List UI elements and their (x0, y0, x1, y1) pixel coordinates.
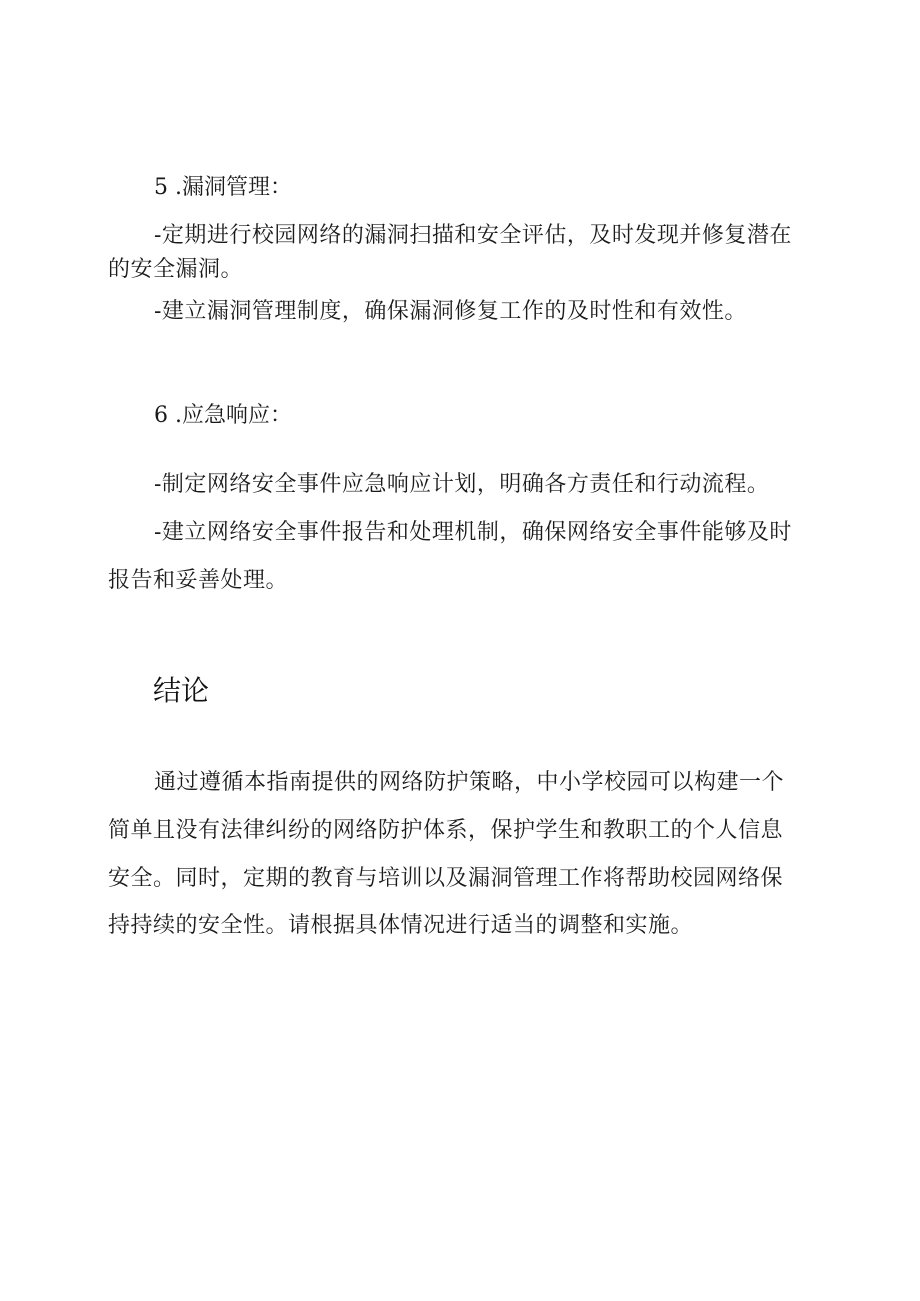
conclusion-line-1: 通过遵循本指南提供的网络防护策略，中小学校园可以构建一个 (154, 770, 785, 795)
conclusion-line-2: 简单且没有法律纠纷的网络防护体系，保护学生和教职工的个人信息 (108, 818, 784, 843)
section-6-item-1-line-1: -制定网络安全事件应急响应计划，明确各方责任和行动流程。 (154, 472, 770, 497)
section-6-heading: 6 .应急响应： (154, 403, 292, 428)
conclusion-title: 结论 (153, 674, 210, 707)
conclusion-line-4: 持持续的安全性。请根据具体情况进行适当的调整和实施。 (108, 913, 694, 938)
section-5-heading: 5 .漏洞管理： (154, 175, 292, 200)
section-5-item-1-line-1: -定期进行校园网络的漏洞扫描和安全评估，及时发现并修复潜在 (154, 223, 792, 248)
section-5-item-2-line-1: -建立漏洞管理制度，确保漏洞修复工作的及时性和有效性。 (154, 299, 747, 324)
section-5-item-1-line-2: 的安全漏洞。 (108, 257, 244, 282)
section-6-item-2-line-2: 报告和妥善处理。 (108, 568, 289, 593)
conclusion-line-3: 安全。同时，定期的教育与培训以及漏洞管理工作将帮助校园网络保 (108, 866, 784, 891)
section-6-item-2-line-1: -建立网络安全事件报告和处理机制，确保网络安全事件能够及时 (154, 520, 792, 545)
